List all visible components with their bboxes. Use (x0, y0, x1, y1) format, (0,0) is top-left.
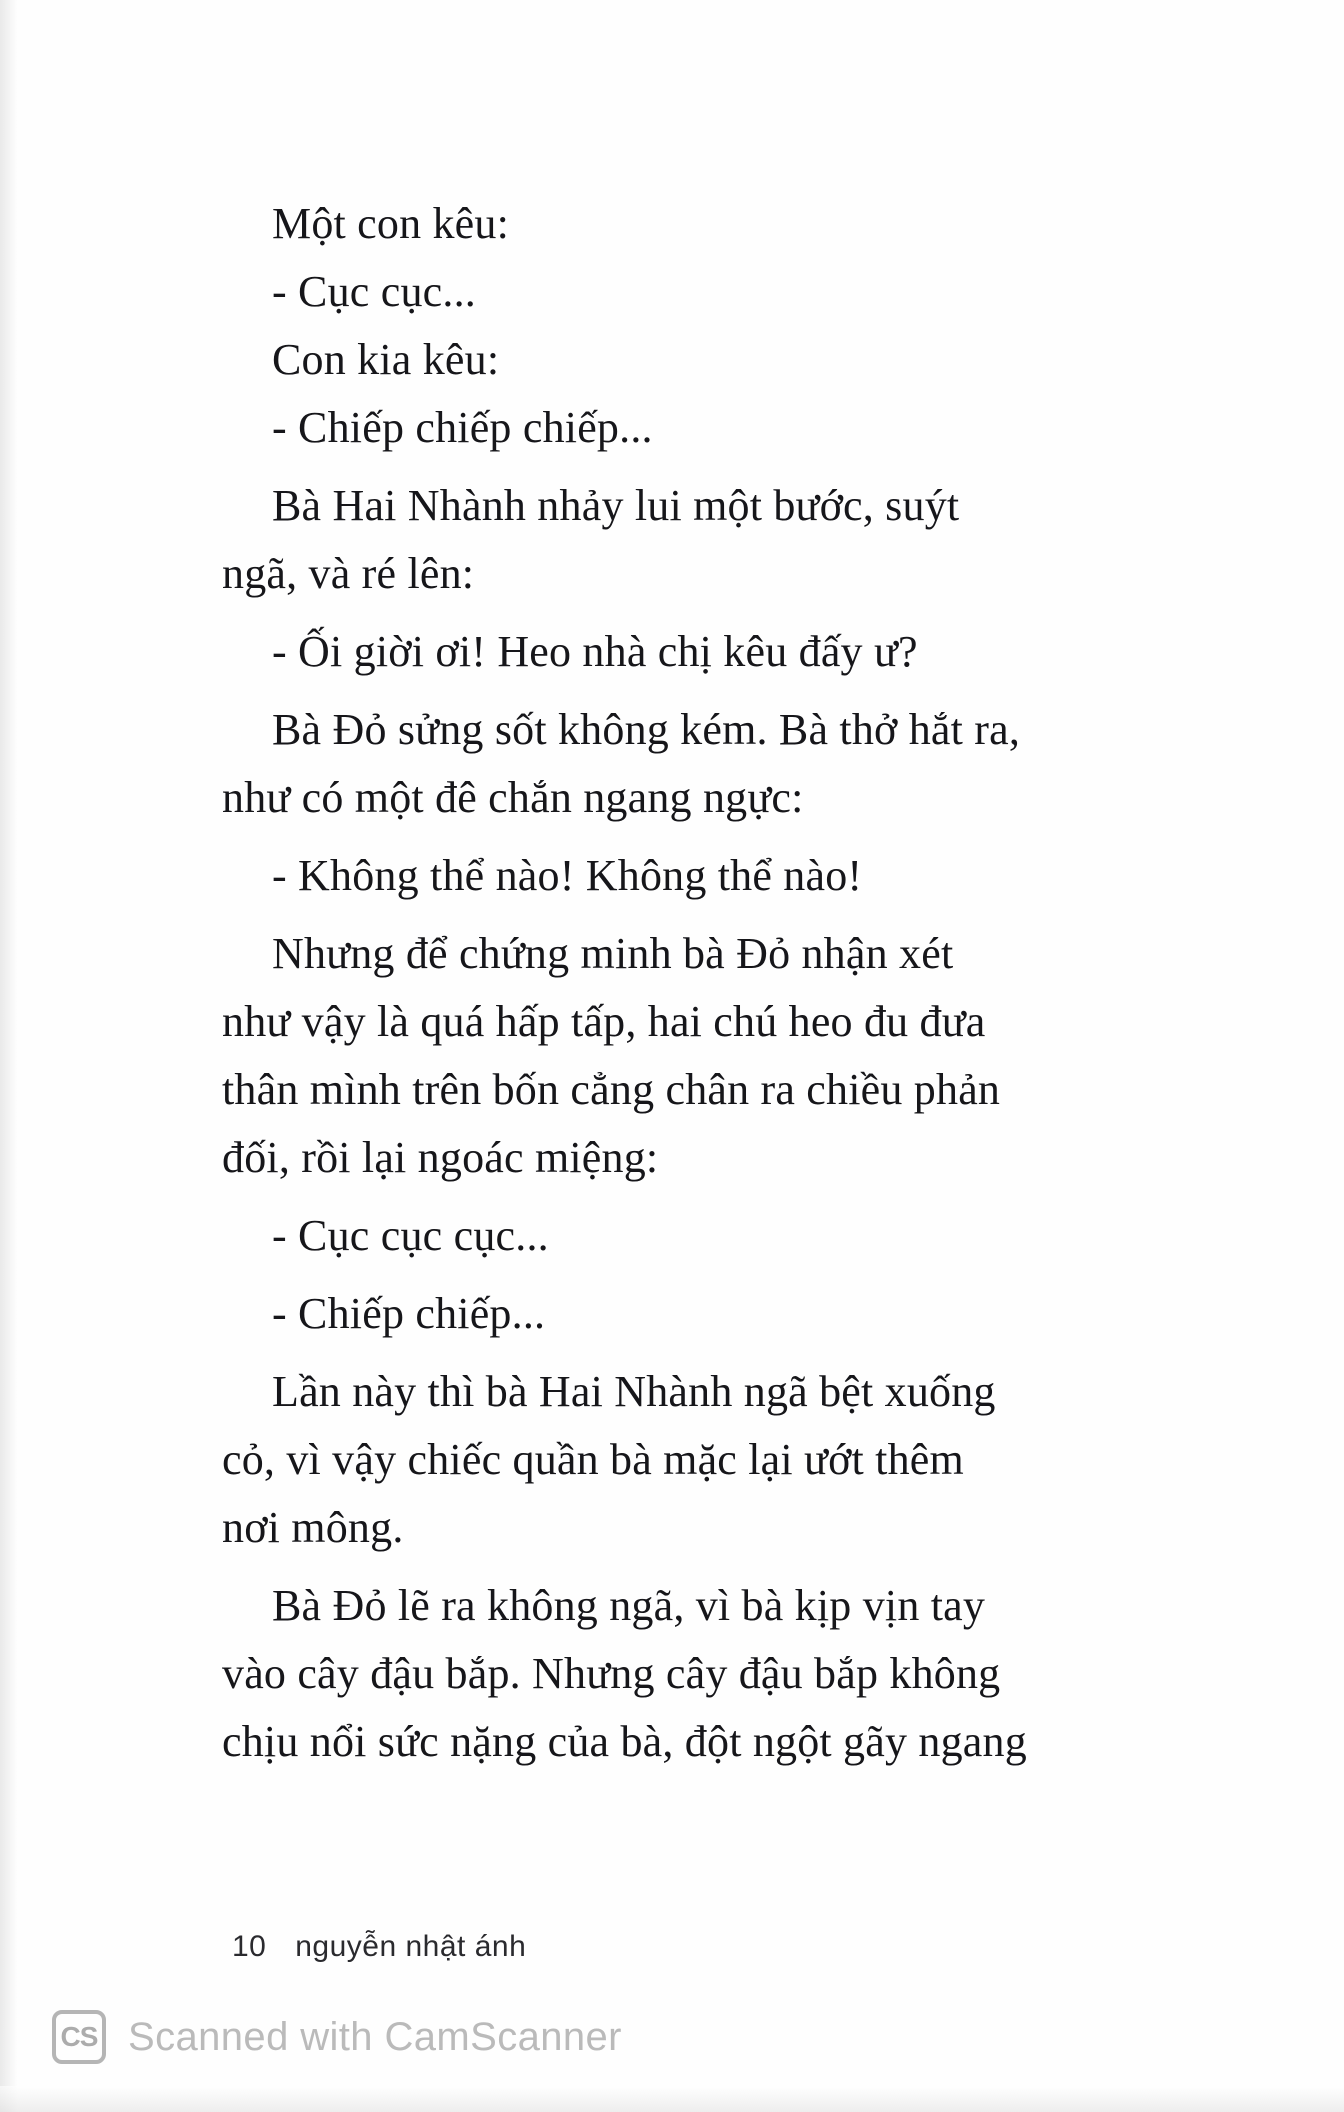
author-name: nguyễn nhật ánh (295, 1930, 527, 1963)
text-line: Bà Đỏ lẽ ra không ngã, vì bà kịp vịn tay (272, 1581, 986, 1630)
text-line: Bà Đỏ sửng sốt không kém. Bà thở hắt ra, (272, 705, 1021, 754)
scan-edge-left (0, 0, 18, 2112)
scan-edge-bottom (0, 2086, 1344, 2112)
text-line: Lần này thì bà Hai Nhành ngã bệt xuống (272, 1367, 996, 1416)
text-line: - Chiếp chiếp chiếp... (272, 403, 653, 452)
text-line: như có một đê chắn ngang ngực: (222, 773, 804, 822)
text-line: nơi mông. (222, 1503, 404, 1552)
paragraph-gap (222, 1192, 1152, 1202)
text-line: - Chiếp chiếp... (272, 1289, 546, 1338)
page-number: 10 (232, 1930, 267, 1963)
text-line: ngã, và ré lên: (222, 549, 475, 598)
text-line: Con kia kêu: (272, 335, 500, 384)
body-text (222, 190, 1152, 1776)
text-line: Nhưng để chứng minh bà Đỏ nhận xét (272, 929, 954, 978)
text-line: - Không thể nào! Không thể nào! (272, 851, 863, 900)
page-footer (232, 1930, 526, 1964)
text-line: Bà Hai Nhành nhảy lui một bước, suýt (272, 481, 960, 530)
paragraph-gap (222, 1562, 1152, 1572)
paragraph-gap (222, 1270, 1152, 1280)
paragraph-gap (222, 1348, 1152, 1358)
text-line: vào cây đậu bắp. Nhưng cây đậu bắp không (222, 1649, 1001, 1698)
text-line: chịu nổi sức nặng của bà, đột ngột gãy ngang (222, 1717, 1027, 1766)
paragraph-gap (222, 462, 1152, 472)
camscanner-watermark-text: Scanned with CamScanner (128, 2014, 622, 2059)
paragraph-gap (222, 832, 1152, 842)
paragraph-gap (222, 686, 1152, 696)
text-line: - Ối giời ơi! Heo nhà chị kêu đấy ư? (272, 627, 918, 676)
camscanner-logo-icon: CS (52, 2010, 106, 2064)
paragraph-gap (222, 608, 1152, 618)
paragraph-gap (222, 910, 1152, 920)
text-line: - Cục cục... (272, 267, 476, 316)
text-line: như vậy là quá hấp tấp, hai chú heo đu đưa (222, 997, 986, 1046)
text-line: thân mình trên bốn cẳng chân ra chiều phản (222, 1065, 1001, 1114)
camscanner-watermark (52, 2010, 622, 2064)
text-line: đối, rồi lại ngoác miệng: (222, 1133, 659, 1182)
text-line: - Cục cục cục... (272, 1211, 549, 1260)
text-line: Một con kêu: (272, 199, 510, 248)
text-line: cỏ, vì vậy chiếc quần bà mặc lại ướt thêm (222, 1435, 964, 1484)
